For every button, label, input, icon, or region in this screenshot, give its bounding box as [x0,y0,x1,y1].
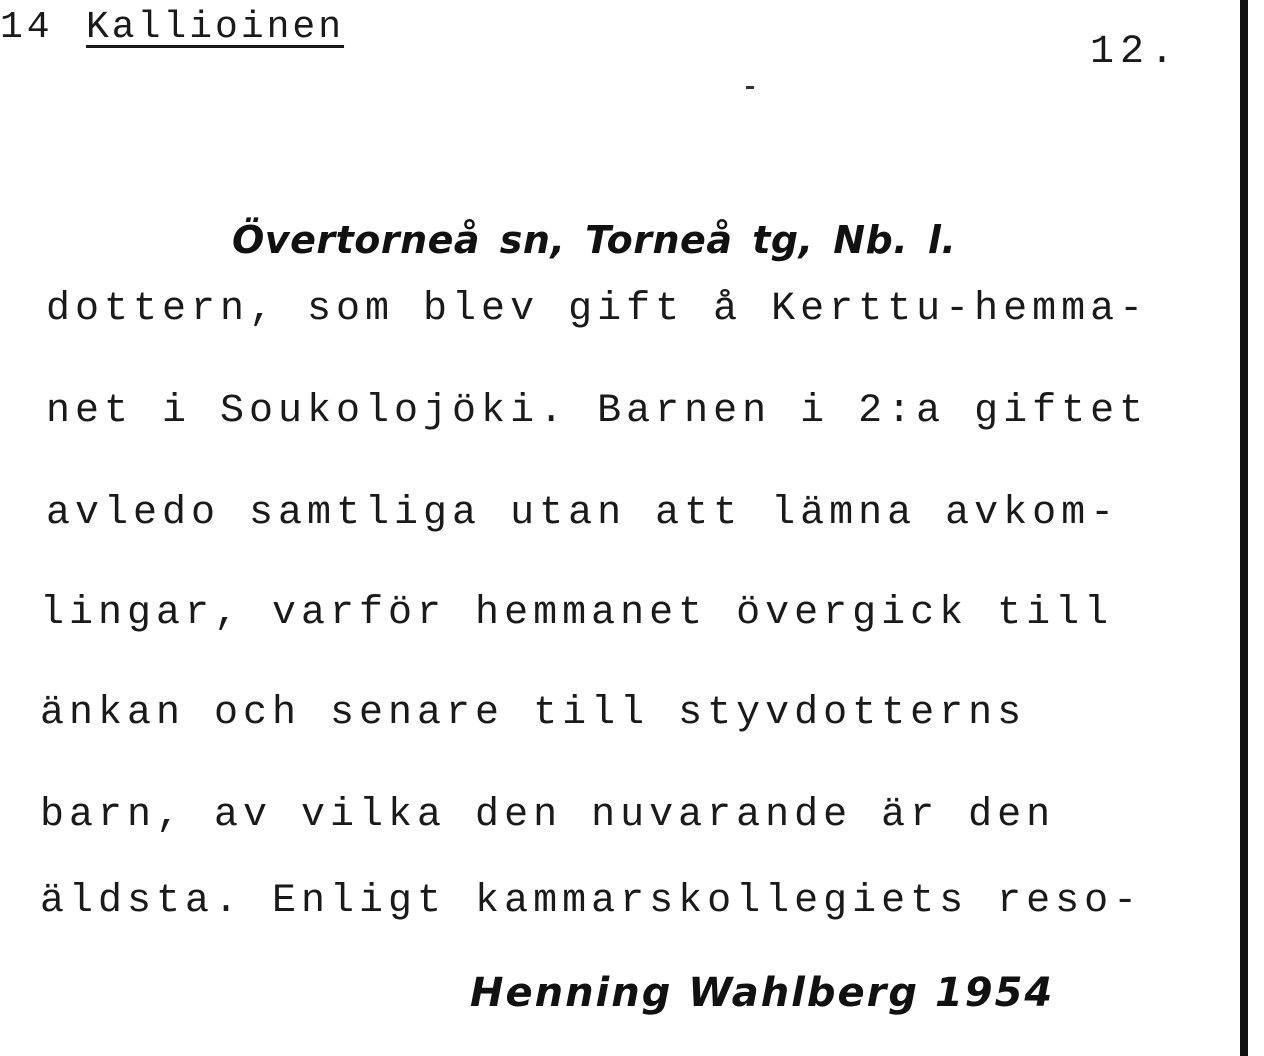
body-line: lingar, varför hemmanet övergick till [40,591,1114,636]
location-stamp: Övertorneå sn, Torneå tg, Nb. l. [232,218,957,262]
author-stamp: Henning Wahlberg 1954 [470,970,1055,1016]
body-line: dottern, som blev gift å Kerttu-hemma- [46,287,1149,332]
header-surname: Kallioinen [86,6,345,49]
card-edge [1240,0,1248,1056]
stray-mark [746,86,754,89]
body-line: änkan och senare till styvdotterns [40,691,1027,736]
body-line: net i Soukolojöki. Barnen i 2:a giftet [46,389,1149,434]
body-line: barn, av vilka den nuvarande är den [40,793,1056,838]
body-line: äldsta. Enligt kammarskollegiets reso- [40,879,1143,924]
page-number: 12. [1090,30,1181,75]
body-line: avledo samtliga utan att lämna avkom- [46,491,1120,536]
header-number: 14 [0,6,54,49]
